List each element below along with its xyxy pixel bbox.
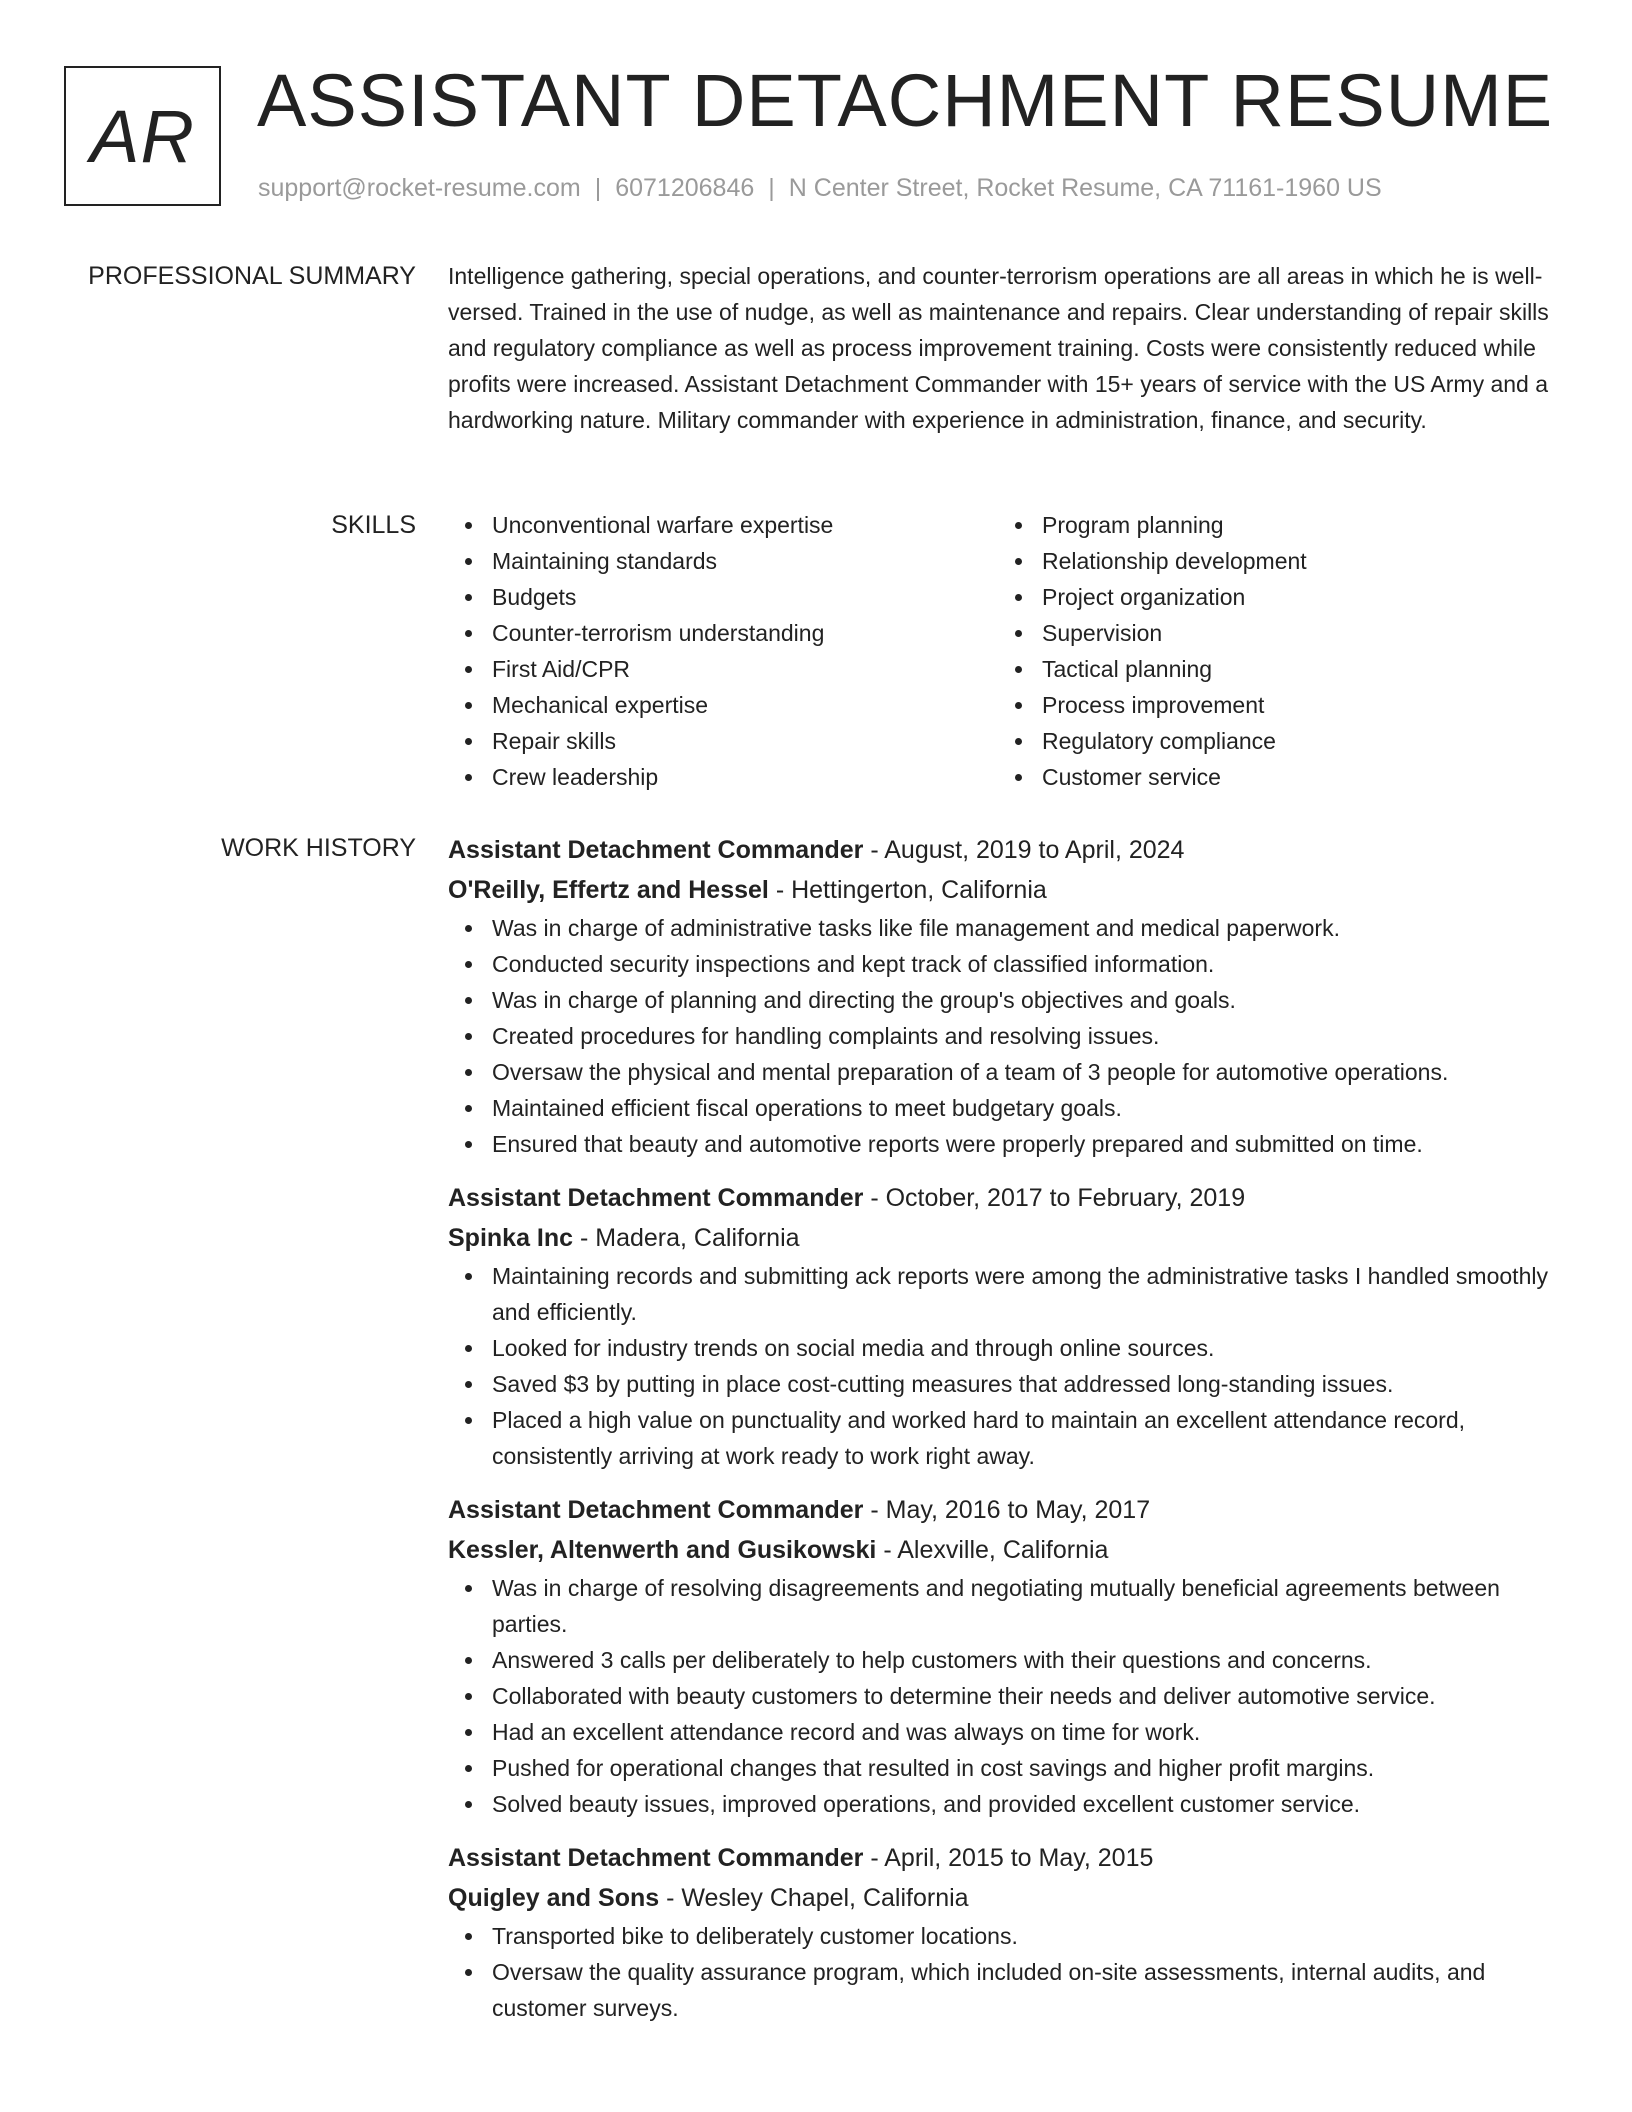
- section-label-skills: SKILLS: [331, 511, 416, 539]
- initials-monogram: AR: [64, 66, 221, 206]
- job-bullet: Was in charge of administrative tasks like file management and medical paperwork.: [448, 910, 1568, 946]
- job-bullet: Answered 3 calls per deliberately to help customers with their questions and concerns.: [448, 1642, 1568, 1678]
- skill-item: Tactical planning: [998, 651, 1548, 687]
- summary-body: [448, 258, 1568, 438]
- contact-separator: |: [594, 174, 602, 202]
- job-company: Kessler, Altenwerth and Gusikowski: [448, 1536, 877, 1564]
- job-bullet: Oversaw the quality assurance program, which included on-site assessments, internal audits, and customer surveys.: [448, 1954, 1568, 2026]
- job-bullet: Transported bike to deliberately customer locations.: [448, 1918, 1568, 1954]
- job-title-line: [448, 1490, 1568, 1530]
- skill-item: Unconventional warfare expertise: [448, 507, 998, 543]
- job-title: Assistant Detachment Commander: [448, 1496, 864, 1524]
- job-company: Spinka Inc: [448, 1224, 574, 1252]
- job-bullet: Looked for industry trends on social media and through online sources.: [448, 1330, 1568, 1366]
- job-location: - Hettingerton, California: [775, 876, 1047, 904]
- skill-item: First Aid/CPR: [448, 651, 998, 687]
- job-bullet: Maintained efficient fiscal operations to meet budgetary goals.: [448, 1090, 1568, 1126]
- job-bullet: Maintaining records and submitting ack reports were among the administrative tasks I handled smoothly and efficiently.: [448, 1258, 1568, 1330]
- job-company-line: [448, 1530, 1568, 1570]
- skill-item: Process improvement: [998, 687, 1548, 723]
- job-bullet: Ensured that beauty and automotive reports were properly prepared and submitted on time.: [448, 1126, 1568, 1162]
- work-history-body: [448, 830, 1568, 2042]
- job-bullets: [448, 1258, 1568, 1474]
- skills-column-left: [448, 507, 998, 795]
- job-dates: - April, 2015 to May, 2015: [870, 1844, 1154, 1872]
- job-bullet: Conducted security inspections and kept track of classified information.: [448, 946, 1568, 982]
- job-company: Quigley and Sons: [448, 1884, 660, 1912]
- job-title: Assistant Detachment Commander: [448, 1184, 864, 1212]
- job-title-line: [448, 1178, 1568, 1218]
- job-title: Assistant Detachment Commander: [448, 1844, 864, 1872]
- job-bullets: [448, 1918, 1568, 2026]
- skill-item: Mechanical expertise: [448, 687, 998, 723]
- job-title: Assistant Detachment Commander: [448, 836, 864, 864]
- contact-phone: 6071206846: [615, 174, 755, 202]
- contact-address: N Center Street, Rocket Resume, CA 71161-1960 US: [788, 174, 1382, 202]
- resume-title: ASSISTANT DETACHMENT RESUME: [257, 59, 1554, 142]
- job-bullet: Saved $3 by putting in place cost-cutting measures that addressed long-standing issues.: [448, 1366, 1568, 1402]
- section-label-summary: PROFESSIONAL SUMMARY: [88, 262, 416, 290]
- skill-item: Counter-terrorism understanding: [448, 615, 998, 651]
- job-location: - Madera, California: [580, 1224, 800, 1252]
- skill-item: Regulatory compliance: [998, 723, 1548, 759]
- job-company-line: [448, 870, 1568, 910]
- job-bullet: Solved beauty issues, improved operations, and provided excellent customer service.: [448, 1786, 1568, 1822]
- job-location: - Alexville, California: [883, 1536, 1109, 1564]
- job-company-line: [448, 1218, 1568, 1258]
- skill-item: Relationship development: [998, 543, 1548, 579]
- job-bullets: [448, 910, 1568, 1162]
- skill-item: Budgets: [448, 579, 998, 615]
- job-bullet: Oversaw the physical and mental preparation of a team of 3 people for automotive operations.: [448, 1054, 1568, 1090]
- job-title-line: [448, 830, 1568, 870]
- job-entry: [448, 1490, 1568, 1822]
- job-location: - Wesley Chapel, California: [666, 1884, 969, 1912]
- contact-line: [258, 174, 1382, 203]
- job-dates: - May, 2016 to May, 2017: [870, 1496, 1151, 1524]
- job-dates: - August, 2019 to April, 2024: [870, 836, 1185, 864]
- job-bullet: Collaborated with beauty customers to determine their needs and deliver automotive service.: [448, 1678, 1568, 1714]
- skill-item: Customer service: [998, 759, 1548, 795]
- summary-text: Intelligence gathering, special operations, and counter-terrorism operations are all areas in which he is well-versed. Trained in the use of nudge, as well as maintenance and repairs. Clear understanding of repair skills and regulatory compliance as well as process improvement training. Costs were consistently reduced while profits were increased. Assistant Detachment Commander with 15+ years of service with the US Army and a hardworking nature. Military commander with experience in administration, finance, and security.: [448, 263, 1549, 433]
- job-bullet: Had an excellent attendance record and was always on time for work.: [448, 1714, 1568, 1750]
- job-entry: [448, 1838, 1568, 2026]
- job-bullet: Created procedures for handling complaints and resolving issues.: [448, 1018, 1568, 1054]
- skill-item: Supervision: [998, 615, 1548, 651]
- section-label-work-history: WORK HISTORY: [221, 834, 416, 862]
- job-bullets: [448, 1570, 1568, 1822]
- job-company-line: [448, 1878, 1568, 1918]
- job-dates: - October, 2017 to February, 2019: [870, 1184, 1246, 1212]
- job-bullet: Pushed for operational changes that resulted in cost savings and higher profit margins.: [448, 1750, 1568, 1786]
- job-title-line: [448, 1838, 1568, 1878]
- skills-body: [448, 507, 1568, 795]
- job-entry: [448, 1178, 1568, 1474]
- skill-item: Maintaining standards: [448, 543, 998, 579]
- skill-item: Program planning: [998, 507, 1548, 543]
- skill-item: Repair skills: [448, 723, 998, 759]
- skills-column-right: [998, 507, 1548, 795]
- skill-item: Crew leadership: [448, 759, 998, 795]
- job-entry: [448, 830, 1568, 1162]
- job-company: O'Reilly, Effertz and Hessel: [448, 876, 769, 904]
- skill-item: Project organization: [998, 579, 1548, 615]
- job-bullet: Placed a high value on punctuality and worked hard to maintain an excellent attendance record, consistently arriving at work ready to work right away.: [448, 1402, 1568, 1474]
- job-bullet: Was in charge of planning and directing the group's objectives and goals.: [448, 982, 1568, 1018]
- job-bullet: Was in charge of resolving disagreements and negotiating mutually beneficial agreements between parties.: [448, 1570, 1568, 1642]
- contact-email: support@rocket-resume.com: [258, 174, 581, 202]
- contact-separator: |: [768, 174, 775, 202]
